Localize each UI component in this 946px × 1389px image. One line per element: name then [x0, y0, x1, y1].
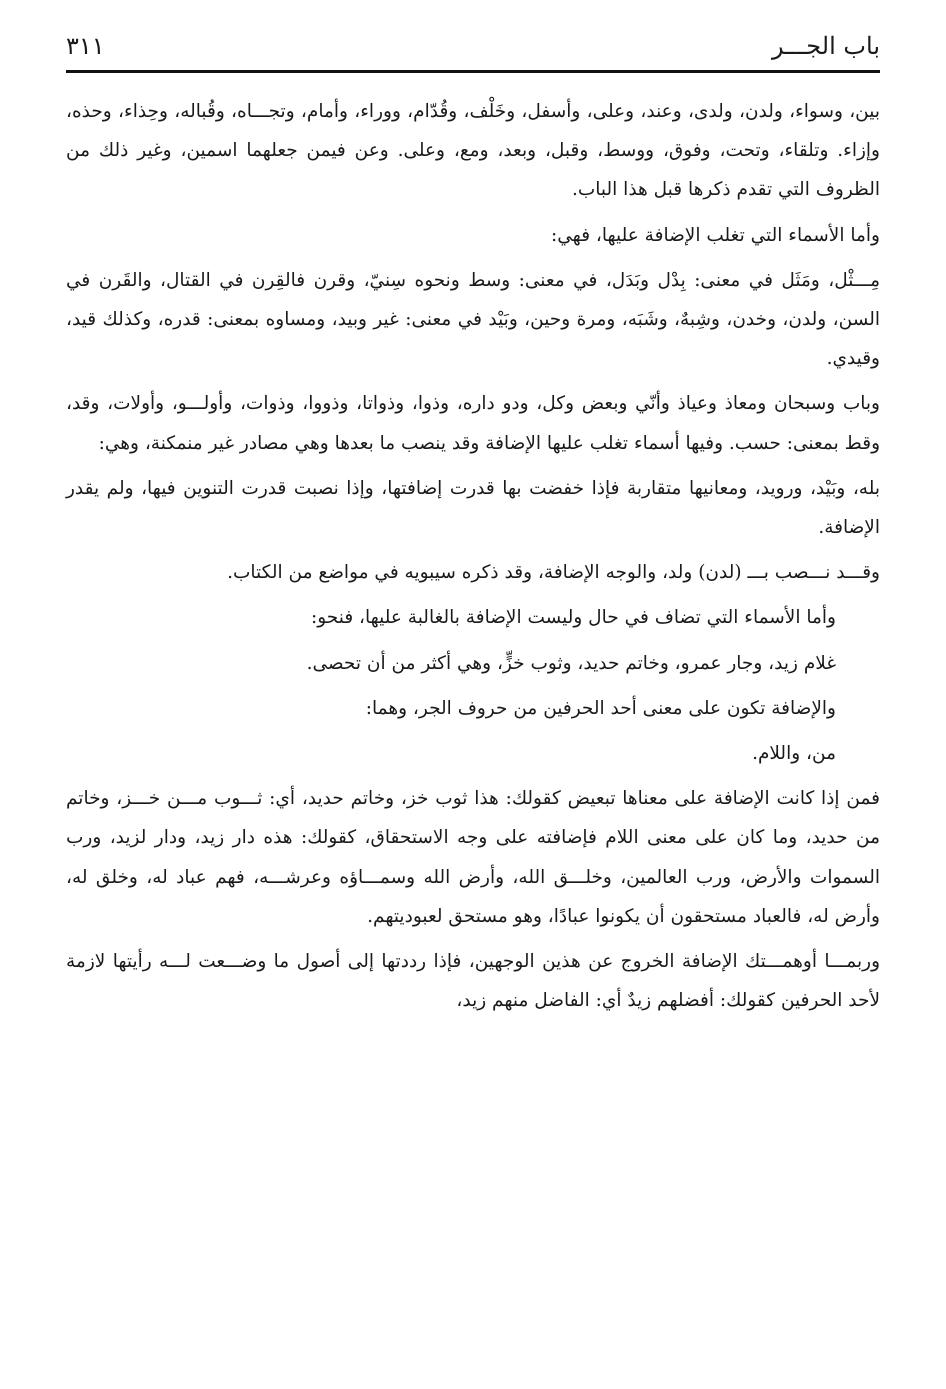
page-body — [66, 92, 880, 1026]
paragraph: بين، وسواء، ولدن، ولدى، وعند، وعلى، وأسفل، وخَلْف، وقُدّام، ووراء، وأمام، وتجـــاه، وقُباله، وحِذاء، وحذه، وإزاء. وتلقاء، وتحت، وفوق، ووسط، وقبل، وبعد، ومع، وعلى. وعن فيمن جعلهما اسمين، وغير ذلك من الظروف التي تقدم ذكرها قبل هذا الباب. — [66, 101, 880, 201]
paragraph: بله، وبَيْد، ورويد، ومعانيها متقاربة فإذا خفضت بها قدرت إضافتها، وإذا نصبت قدرت التنوين فيها، ولم يقدر الإضافة. — [66, 477, 880, 539]
paragraph: وقـــد نـــصب بـــ (لدن) ولد، والوجه الإضافة، وقد ذكره سيبويه في مواضع من الكتاب. — [227, 562, 880, 584]
page-number: ٣١١ — [66, 32, 105, 60]
paragraph: والإضافة تكون على معنى أحد الحرفين من حروف الجر، وهما: — [365, 697, 836, 719]
page-header — [66, 26, 880, 76]
paragraph: وأما الأسماء التي تضاف في حال وليست الإضافة بالغالبة عليها، فنحو: — [311, 607, 836, 629]
paragraph: وباب وسبحان ومعاذ وعياذ وأنّي وبعض وكل، ودو داره، وذوا، وذواتا، وذووا، وذوات، وأولـــو، وأولات، وقد، وقط بمعنى: حسب. وفيها أسماء تغلب عليها الإضافة وقد ينصب ما بعدها وهي مصادر غير منمكنة، وهي: — [66, 393, 880, 454]
paragraph: غلام زيد، وجار عمرو، وخاتم حديد، وثوب خزٍّ، وهي أكثر من أن تحصى. — [306, 652, 836, 674]
chapter-title: باب الجـــر — [771, 32, 880, 60]
paragraph: فمن إذا كانت الإضافة على معناها تبعيض كقولك: هذا ثوب خز، وخاتم حديد، أي: ثـــوب مـــن خـــز، وخاتم من حديد، وما كان على معنى اللام فإضافته على وجه الاستحقاق، كقولك: هذه دار زيد، ودار لزيد، ورب السموات والأرض، ورب العالمين، وخلـــق الله، وأرض الله وسمـــاؤه وعرشـــه، فهم عباد له، وخلق له، وأرض له، فالعباد مستحقون أن يكونوا عبادًا، وهو مستحق لعبوديتهم. — [66, 788, 880, 927]
header-rule — [66, 70, 880, 73]
paragraph: من، واللام. — [752, 743, 836, 765]
paragraph: وربمـــا أوهمـــتك الإضافة الخروج عن هذين الوجهين، فإذا رددتها إلى أصول ما وضـــعت لـــه رأيتها لازمة لأحد الحرفين كقولك: أفضلهم زيدٌ أي: الفاضل منهم زيد، — [66, 951, 880, 1012]
paragraph: وأما الأسماء التي تغلب الإضافة عليها، فهي: — [551, 224, 880, 246]
paragraph: مِـــثْل، ومَثَل في معنى: بِدْل وبَدَل، في معنى: وسط ونحوه سِنيّ، وقرن فالقِرن في القتال، والقَرن في السن، ولدن، وخدن، وشِبهٌ، وشَبَه، ومرة وحين، وبَيْد في معنى: غير وبيد، ومساوه بمعنى: قدره، وكذلك قيد، وقيدي. — [66, 269, 880, 370]
